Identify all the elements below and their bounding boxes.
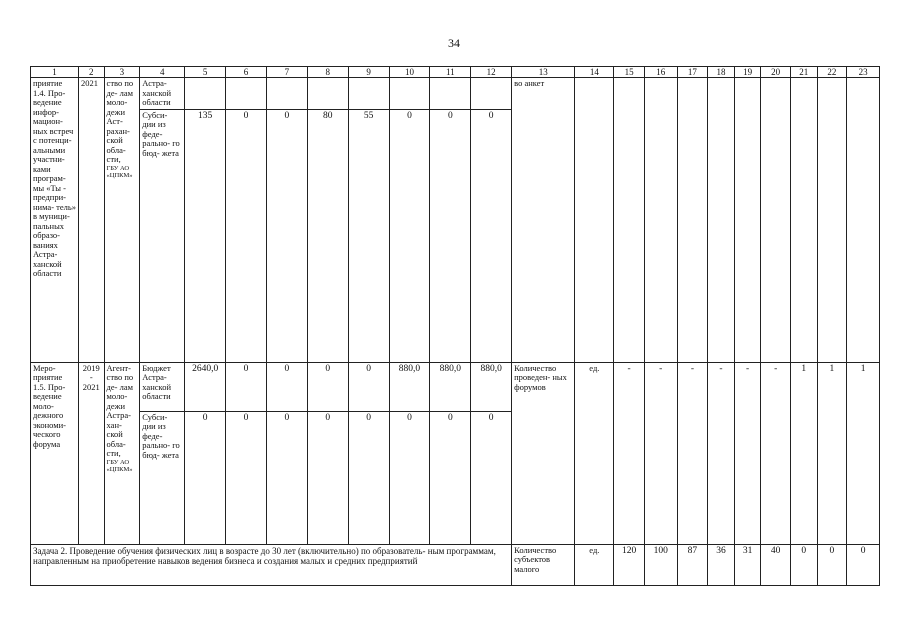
funding-value: 0 (266, 411, 307, 544)
column-number: 10 (389, 67, 430, 78)
funding-source: Бюджет Астра- ханской области (140, 362, 185, 411)
funding-source: Астра- ханской области (140, 78, 185, 110)
column-number: 22 (817, 67, 847, 78)
executor-text: ство по де- лам моло- дежи Аст- рахан- ской обла- сти, (106, 78, 134, 165)
funding-value (226, 78, 267, 110)
indicator-unit (575, 78, 614, 363)
indicator-name: во анкет (512, 78, 575, 363)
funding-value (266, 78, 307, 110)
column-number: 9 (348, 67, 389, 78)
target-value: - (708, 362, 735, 544)
column-number: 17 (677, 67, 708, 78)
measure-1-5-row (31, 362, 880, 411)
column-number: 6 (226, 67, 267, 78)
funding-value: 0 (307, 362, 348, 411)
column-number: 13 (512, 67, 575, 78)
funding-value: 0 (471, 109, 512, 362)
target-value (614, 78, 645, 363)
target-value (708, 78, 735, 363)
target-value: 87 (677, 544, 708, 585)
page-number: 34 (448, 36, 460, 50)
executor-org: ГБУ АО «ЦПКМ» (106, 458, 133, 473)
target-value: 0 (790, 544, 817, 585)
funding-value: 135 (185, 109, 226, 362)
measure-period: 2021 (79, 78, 105, 363)
target-value (847, 78, 880, 363)
indicator-name: Количество проведен- ных форумов (512, 362, 575, 544)
target-value (734, 78, 761, 363)
column-number: 20 (761, 67, 791, 78)
column-number: 12 (471, 67, 512, 78)
measure-period: 2019 - 2021 (79, 362, 105, 544)
funding-source: Субси- дии из феде- рально- го бюд- жета (140, 109, 185, 362)
column-number: 15 (614, 67, 645, 78)
target-value: 40 (761, 544, 791, 585)
funding-value (307, 78, 348, 110)
funding-value: 0 (348, 411, 389, 544)
target-value: 120 (614, 544, 645, 585)
column-number: 19 (734, 67, 761, 78)
target-value: - (761, 362, 791, 544)
funding-value: 0 (266, 109, 307, 362)
target-value (761, 78, 791, 363)
funding-value: 0 (430, 109, 471, 362)
column-number: 3 (104, 67, 140, 78)
funding-value: 0 (430, 411, 471, 544)
executor-text: Агент- ство по де- лам моло- дежи Астра- хан- ской обла- сти, (106, 362, 134, 459)
measure-name: Меро- приятие 1.5. Про- ведение моло- дежного экономи- ческого форума (31, 362, 79, 544)
indicator-name: Количество субъектов малого (512, 544, 575, 585)
target-value: - (614, 362, 645, 544)
target-value (644, 78, 677, 363)
target-value: 1 (790, 362, 817, 544)
column-number: 14 (575, 67, 614, 78)
target-value (790, 78, 817, 363)
funding-value: 0 (185, 411, 226, 544)
target-value: 1 (847, 362, 880, 544)
target-value: 0 (847, 544, 880, 585)
funding-value: 2640,0 (185, 362, 226, 411)
executor-org: ГБУ АО «ЦПКМ» (106, 164, 133, 179)
funding-value: 0 (226, 109, 267, 362)
funding-value (348, 78, 389, 110)
funding-value: 55 (348, 109, 389, 362)
target-value: 0 (817, 544, 847, 585)
funding-value: 0 (266, 362, 307, 411)
measure-executor (104, 362, 140, 544)
funding-value: 80 (307, 109, 348, 362)
column-number: 4 (140, 67, 185, 78)
target-value: - (677, 362, 708, 544)
column-number: 5 (185, 67, 226, 78)
column-number: 7 (266, 67, 307, 78)
funding-source: Субси- дии из феде- рально- го бюд- жета (140, 411, 185, 544)
column-number: 23 (847, 67, 880, 78)
column-number: 1 (31, 67, 79, 78)
funding-value: 0 (226, 411, 267, 544)
indicator-unit: ед. (575, 544, 614, 585)
funding-value: 0 (307, 411, 348, 544)
funding-value: 880,0 (430, 362, 471, 411)
indicator-unit: ед. (575, 362, 614, 544)
funding-value (389, 78, 430, 110)
column-number: 21 (790, 67, 817, 78)
funding-value: 880,0 (471, 362, 512, 411)
task-description: Задача 2. Проведение обучения физических лиц в возрасте до 30 лет (включительно) по образователь- ным программам, направленным на приобретение навыков ведения бизнеса и создания малых и средних предприятий (31, 544, 512, 585)
target-value (817, 78, 847, 363)
funding-value (430, 78, 471, 110)
column-number: 11 (430, 67, 471, 78)
column-number: 2 (79, 67, 105, 78)
target-value (677, 78, 708, 363)
target-value: 36 (708, 544, 735, 585)
target-value: 31 (734, 544, 761, 585)
measure-name: приятие 1.4. Про- ведение инфор- мацион- ных встреч с потенци- альными участни- ками програм- мы «Ты - предпри- нима- тель» в муници- пальных образо- ваниях Астра- ханской области (31, 78, 79, 363)
measure-executor (104, 78, 140, 363)
funding-value: 0 (389, 109, 430, 362)
column-number: 8 (307, 67, 348, 78)
target-value: - (734, 362, 761, 544)
funding-value (471, 78, 512, 110)
funding-value: 0 (348, 362, 389, 411)
funding-value: 0 (389, 411, 430, 544)
task-2-row (31, 544, 880, 585)
funding-value: 0 (226, 362, 267, 411)
column-number: 16 (644, 67, 677, 78)
target-value: - (644, 362, 677, 544)
funding-value: 0 (471, 411, 512, 544)
target-value: 100 (644, 544, 677, 585)
column-number-row (31, 67, 880, 78)
funding-value (185, 78, 226, 110)
target-value: 1 (817, 362, 847, 544)
column-number: 18 (708, 67, 735, 78)
measure-1-4-row (31, 78, 880, 110)
funding-value: 880,0 (389, 362, 430, 411)
program-table (30, 66, 880, 586)
